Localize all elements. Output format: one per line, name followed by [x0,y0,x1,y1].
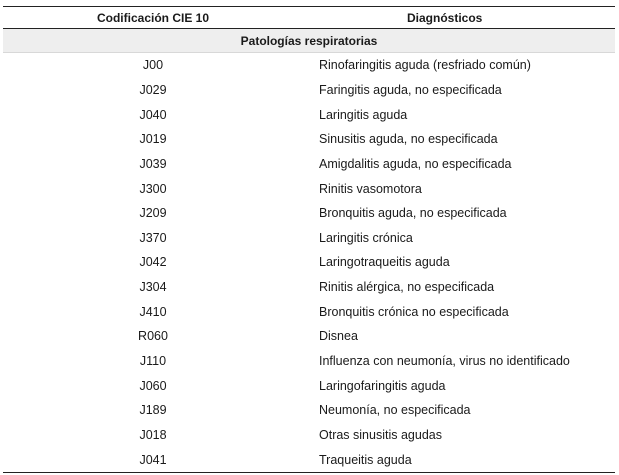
table-row [3,324,615,349]
section-row [3,29,615,53]
diagnosis-text: Laringitis aguda [319,107,408,122]
table-row [3,127,615,152]
cie10-code: J410 [139,304,167,319]
header-diagnosis: Diagnósticos [303,7,615,29]
table-row [3,53,615,78]
cie10-code: J040 [139,107,167,122]
diagnosis-table-container [3,6,615,473]
table-row [3,349,615,374]
table-row [3,423,615,448]
table-row [3,447,615,472]
diagnosis-text: Rinitis alérgica, no especificada [319,280,495,295]
cie10-code: J041 [3,447,303,472]
cie10-code: J00 [142,58,164,73]
cie10-code: J304 [139,280,167,295]
table-row [3,176,615,201]
section-title: Patologías respiratorias [3,29,615,53]
diagnosis-text: Faringitis aguda, no especificada [319,82,502,97]
table-row [3,102,615,127]
diagnosis-text: Influenza con neumonía, virus no identificado [319,354,570,368]
diagnosis-table [3,6,615,473]
cie10-code: J209 [139,206,167,221]
table-row [3,299,615,324]
diagnosis-text: Rinitis vasomotora [319,181,422,196]
cie10-code: J039 [139,156,167,171]
table-row [3,78,615,103]
table-row [3,152,615,177]
cie10-code: J060 [139,378,167,393]
diagnosis-text: Laringofaringitis aguda [319,378,446,393]
diagnosis-text: Rinofaringitis aguda (resfriado común) [319,58,531,73]
table-row [3,250,615,275]
cie10-code: J110 [139,354,167,368]
diagnosis-text: Bronquitis aguda, no especificada [319,206,507,221]
cie10-code: J018 [139,427,167,442]
cie10-code: J029 [139,82,167,97]
cie10-code: R060 [138,329,168,344]
cie10-code: J300 [139,181,167,196]
table-row [3,373,615,398]
table-row [3,275,615,300]
cie10-code: J019 [139,132,167,147]
table-row [3,225,615,250]
diagnosis-text: Laringitis crónica [319,230,413,245]
cie10-code: J189 [139,403,167,418]
diagnosis-text: Laringotraqueitis aguda [319,255,450,270]
diagnosis-text: Neumonía, no especificada [319,403,471,418]
table-header-row [3,7,615,29]
diagnosis-text: Sinusitis aguda, no especificada [319,132,498,147]
table-row [3,398,615,423]
diagnosis-text: Traqueitis aguda [303,447,615,472]
diagnosis-text: Otras sinusitis agudas [319,427,442,442]
diagnosis-text: Amigdalitis aguda, no especificada [319,156,512,171]
diagnosis-text: Disnea [319,329,358,344]
header-code: Codificación CIE 10 [3,7,303,29]
cie10-code: J042 [139,255,167,270]
cie10-code: J370 [139,230,167,245]
table-row [3,201,615,226]
diagnosis-text: Bronquitis crónica no especificada [319,304,509,319]
